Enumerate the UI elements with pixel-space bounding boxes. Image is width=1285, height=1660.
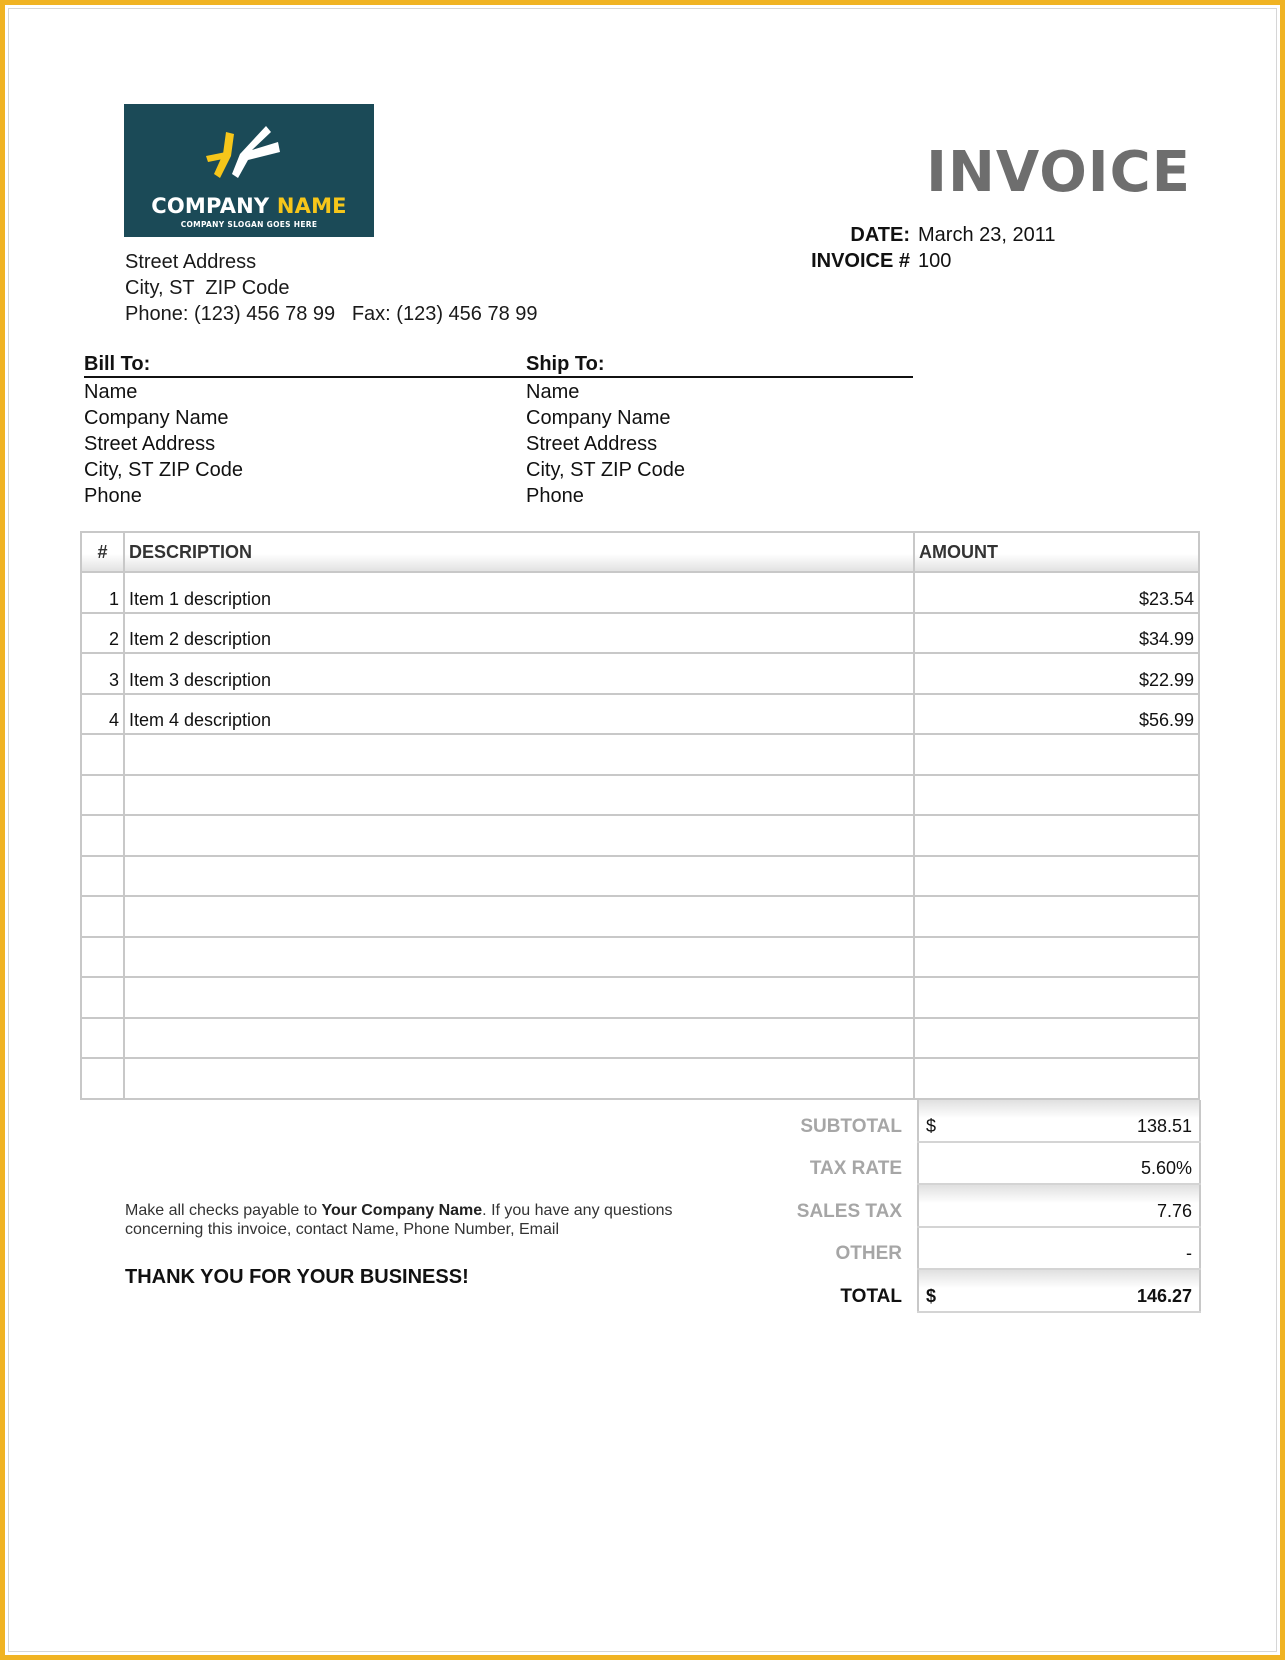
row-number bbox=[81, 977, 124, 1018]
other-row bbox=[780, 1227, 1200, 1270]
total-label: TOTAL bbox=[840, 1285, 902, 1307]
subtotal-label: SUBTOTAL bbox=[800, 1115, 902, 1137]
ship-to-street: Street Address bbox=[526, 433, 658, 455]
total-cell bbox=[918, 1269, 1200, 1312]
bill-to-section bbox=[84, 352, 528, 509]
items-table bbox=[80, 531, 1200, 1100]
row-description: Item 1 description bbox=[124, 572, 914, 613]
row-description bbox=[124, 977, 914, 1018]
total-row bbox=[780, 1269, 1200, 1312]
other-label: OTHER bbox=[835, 1243, 902, 1264]
invoice-title: INVOICE bbox=[926, 140, 1191, 205]
note-part2: . If you have any questions concerning this invoice, contact Name, Phone Number, Email bbox=[125, 1202, 673, 1238]
row-number bbox=[81, 896, 124, 937]
row-description: Item 4 description bbox=[124, 694, 914, 735]
header-amount: AMOUNT bbox=[914, 532, 1199, 572]
bill-to-phone: Phone bbox=[84, 485, 142, 507]
note-part1: Make all checks payable to bbox=[125, 1202, 322, 1219]
sender-phone-fax: Phone: (123) 456 78 99 Fax: (123) 456 78 99 bbox=[125, 303, 538, 325]
table-row bbox=[81, 937, 1199, 978]
logo-company-name bbox=[124, 194, 374, 218]
sender-street: Street Address bbox=[125, 251, 257, 273]
date-row bbox=[780, 222, 1056, 248]
invoice-number-label: INVOICE # bbox=[811, 250, 910, 272]
table-row bbox=[81, 694, 1199, 735]
ship-to-company: Company Name bbox=[526, 407, 671, 429]
sales-tax-value: 7.76 bbox=[918, 1184, 1200, 1227]
row-amount bbox=[914, 815, 1199, 856]
row-description: Item 3 description bbox=[124, 653, 914, 694]
date-label: DATE: bbox=[850, 224, 910, 246]
table-row bbox=[81, 977, 1199, 1018]
row-amount bbox=[914, 937, 1199, 978]
row-description bbox=[124, 734, 914, 775]
row-number bbox=[81, 734, 124, 775]
ship-to-name: Name bbox=[526, 381, 580, 403]
row-amount bbox=[914, 1018, 1199, 1059]
date-value: March 23, 2011 bbox=[918, 224, 1056, 246]
row-description bbox=[124, 856, 914, 897]
sales-tax-label: SALES TAX bbox=[796, 1200, 902, 1222]
row-amount: $34.99 bbox=[914, 613, 1199, 654]
totals-table bbox=[780, 1100, 1201, 1313]
logo-name-part2: NAME bbox=[276, 194, 347, 218]
subtotal-row bbox=[780, 1100, 1200, 1142]
row-description bbox=[124, 1018, 914, 1059]
row-description bbox=[124, 937, 914, 978]
thank-you-message: THANK YOU FOR YOUR BUSINESS! bbox=[125, 1266, 469, 1288]
invoice-number-row bbox=[780, 248, 1056, 274]
row-amount bbox=[914, 896, 1199, 937]
bill-to-city: City, ST ZIP Code bbox=[84, 459, 243, 481]
bill-to-company: Company Name bbox=[84, 407, 229, 429]
row-number: 1 bbox=[81, 572, 124, 613]
sales-tax-row bbox=[780, 1184, 1200, 1227]
row-number bbox=[81, 815, 124, 856]
row-description bbox=[124, 896, 914, 937]
header-description: DESCRIPTION bbox=[124, 532, 914, 572]
payment-note bbox=[125, 1201, 685, 1239]
ship-to-title: Ship To: bbox=[526, 352, 913, 378]
tax-rate-row bbox=[780, 1142, 1200, 1185]
row-description: Item 2 description bbox=[124, 613, 914, 654]
row-description bbox=[124, 815, 914, 856]
row-amount bbox=[914, 734, 1199, 775]
row-number bbox=[81, 775, 124, 816]
row-amount bbox=[914, 775, 1199, 816]
table-row bbox=[81, 734, 1199, 775]
subtotal-value: 138.51 bbox=[1136, 1115, 1192, 1136]
table-row bbox=[81, 775, 1199, 816]
other-value: - bbox=[918, 1227, 1200, 1270]
table-row bbox=[81, 572, 1199, 613]
row-number: 4 bbox=[81, 694, 124, 735]
sender-city: City, ST ZIP Code bbox=[125, 277, 290, 299]
ship-to-section bbox=[526, 352, 913, 509]
table-row bbox=[81, 1058, 1199, 1099]
table-row bbox=[81, 815, 1199, 856]
table-row bbox=[81, 896, 1199, 937]
row-number bbox=[81, 1058, 124, 1099]
table-row bbox=[81, 613, 1199, 654]
row-amount bbox=[914, 856, 1199, 897]
row-amount: $22.99 bbox=[914, 653, 1199, 694]
subtotal-cell bbox=[918, 1100, 1200, 1142]
row-amount bbox=[914, 1058, 1199, 1099]
logo-name-part1: COMPANY bbox=[151, 194, 277, 218]
logo-arrow-icon bbox=[204, 112, 294, 192]
tax-rate-label: TAX RATE bbox=[809, 1158, 902, 1179]
invoice-number-value: 100 bbox=[918, 250, 952, 272]
table-row bbox=[81, 856, 1199, 897]
row-amount: $56.99 bbox=[914, 694, 1199, 735]
row-number: 3 bbox=[81, 653, 124, 694]
row-number bbox=[81, 937, 124, 978]
total-currency: $ bbox=[926, 1285, 937, 1306]
table-row bbox=[81, 1018, 1199, 1059]
logo-slogan: COMPANY SLOGAN GOES HERE bbox=[180, 220, 318, 229]
row-amount: $23.54 bbox=[914, 572, 1199, 613]
row-number: 2 bbox=[81, 613, 124, 654]
table-row bbox=[81, 653, 1199, 694]
header-number: # bbox=[81, 532, 124, 572]
total-value: 146.27 bbox=[1136, 1285, 1192, 1306]
row-description bbox=[124, 1058, 914, 1099]
row-description bbox=[124, 775, 914, 816]
tax-rate-value: 5.60% bbox=[918, 1142, 1200, 1185]
items-header-row bbox=[81, 532, 1199, 572]
ship-to-phone: Phone bbox=[526, 485, 584, 507]
ship-to-city: City, ST ZIP Code bbox=[526, 459, 685, 481]
row-amount bbox=[914, 977, 1199, 1018]
bill-to-street: Street Address bbox=[84, 433, 216, 455]
row-number bbox=[81, 1018, 124, 1059]
row-number bbox=[81, 856, 124, 897]
bill-to-title: Bill To: bbox=[84, 352, 528, 378]
company-logo bbox=[124, 104, 374, 237]
invoice-meta bbox=[780, 222, 1056, 274]
subtotal-currency: $ bbox=[926, 1115, 937, 1136]
sender-address bbox=[125, 249, 538, 327]
bill-to-name: Name bbox=[84, 381, 138, 403]
note-company-name: Your Company Name bbox=[321, 1202, 483, 1219]
